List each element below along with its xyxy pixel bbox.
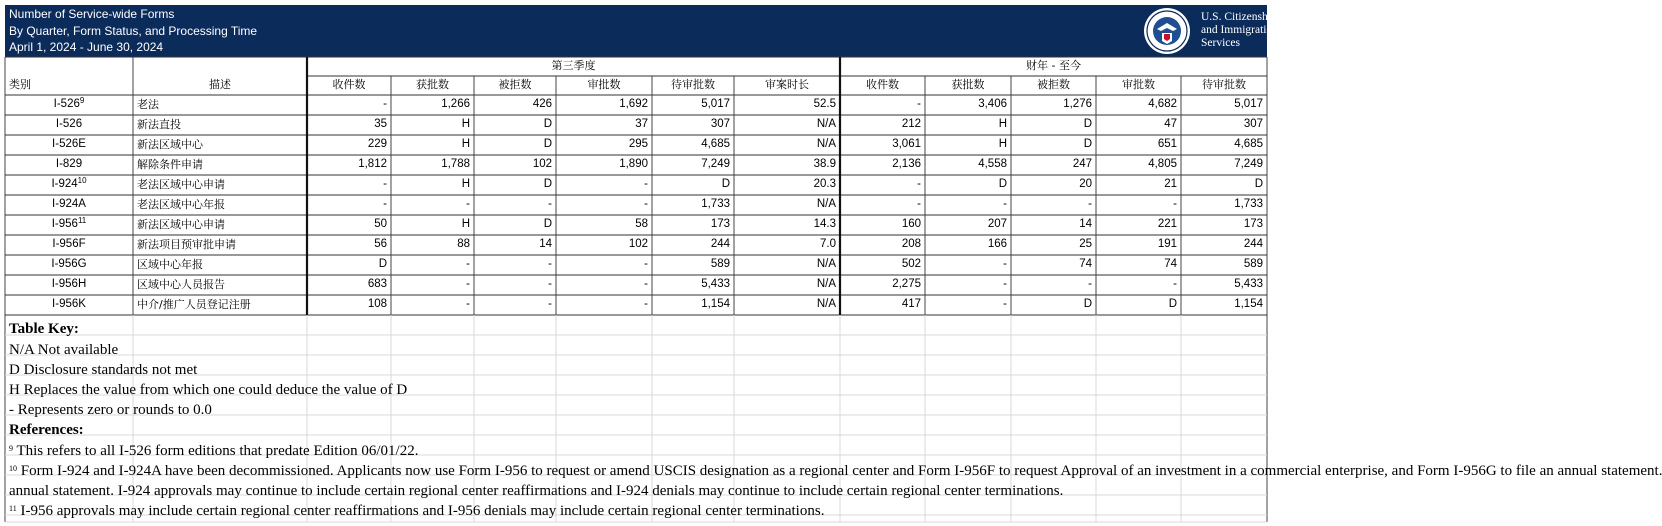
- form-number: I-924: [51, 178, 78, 190]
- q3-value: -: [548, 198, 552, 210]
- q3-value: 1,890: [619, 158, 648, 170]
- fytd-value: 2,136: [892, 158, 921, 170]
- q3-value: 307: [710, 118, 730, 130]
- footnote-marker: 9: [79, 96, 85, 105]
- form-number: I-526: [53, 98, 80, 110]
- q3-value: -: [466, 298, 470, 310]
- fytd-value: 247: [1072, 158, 1092, 170]
- q3-value: N/A: [816, 138, 836, 150]
- fytd-value: 21: [1164, 178, 1177, 190]
- q3-value: 1,692: [619, 98, 648, 110]
- row-description: 新法项目预审批申请: [137, 238, 236, 251]
- q3-value: 5,017: [701, 98, 730, 110]
- q3-value: -: [548, 298, 552, 310]
- q3-value: -: [383, 178, 387, 190]
- q3-value: D: [543, 218, 552, 230]
- q3-value: D: [543, 178, 552, 190]
- q3-value: D: [543, 118, 552, 130]
- table-key-heading: Table Key:: [9, 321, 79, 337]
- row-category: [5, 157, 133, 171]
- q3-value: -: [466, 278, 470, 290]
- q3-value: 7,249: [701, 158, 730, 170]
- fytd-value: D: [1083, 298, 1092, 310]
- group-header-fytd: 财年 - 至今: [1026, 59, 1081, 72]
- q3-value: H: [461, 218, 470, 230]
- fytd-value: 166: [987, 238, 1007, 250]
- row-description: 老法区域中心年报: [137, 198, 225, 211]
- fytd-value: 1,154: [1234, 298, 1263, 310]
- fytd-value: 20: [1079, 178, 1092, 190]
- fytd-value: -: [1003, 198, 1007, 210]
- fytd-value: -: [917, 98, 921, 110]
- row-description: 新法区域中心申请: [137, 218, 225, 231]
- col-header-fytd: 收件数: [866, 78, 899, 91]
- q3-value: 38.9: [813, 158, 836, 170]
- q3-value: 426: [532, 98, 552, 110]
- q3-value: 37: [635, 118, 648, 130]
- q3-value: 20.3: [813, 178, 836, 190]
- fytd-value: -: [917, 198, 921, 210]
- q3-value: 4,685: [701, 138, 730, 150]
- fytd-value: 3,406: [978, 98, 1007, 110]
- fytd-value: 191: [1157, 238, 1177, 250]
- fytd-value: 244: [1243, 238, 1263, 250]
- fytd-value: 4,685: [1234, 138, 1263, 150]
- group-header-q3: 第三季度: [551, 59, 596, 72]
- q3-value: -: [644, 198, 648, 210]
- agency-name: U.S. Citizenship and Immigration Services: [1201, 11, 1278, 49]
- fytd-value: 4,805: [1148, 158, 1177, 170]
- form-number: I-829: [55, 158, 83, 170]
- row-description: 解除条件申请: [137, 158, 203, 171]
- q3-value: 244: [710, 238, 730, 250]
- q3-value: 108: [367, 298, 387, 310]
- q3-value: N/A: [816, 298, 836, 310]
- fytd-value: 208: [901, 238, 921, 250]
- q3-value: D: [721, 178, 730, 190]
- fytd-value: -: [1003, 258, 1007, 270]
- fytd-value: 4,682: [1148, 98, 1177, 110]
- reference-note-10: $^{10}$ Form I-924 and I-924A have been decommissioned. Applicants now use Form I-956 to request or amend USCIS designation as a regional center and Form I-956F to request Approval of an investment in a commercial enterprise, and Form I-956G to file an annual statement.: [9, 463, 1662, 479]
- header-subtitle: By Quarter, Form Status, and Processing Time: [9, 24, 258, 38]
- q3-value: N/A: [816, 278, 836, 290]
- q3-value: 50: [374, 218, 387, 230]
- row-description: 区域中心年报: [137, 258, 203, 271]
- fytd-value: D: [1254, 178, 1263, 190]
- fytd-value: 651: [1157, 138, 1177, 150]
- fytd-value: -: [1003, 278, 1007, 290]
- footnote-marker: 11: [77, 216, 87, 225]
- q3-value: 14: [539, 238, 552, 250]
- q3-value: N/A: [816, 118, 836, 130]
- col-header-q3: 获批数: [416, 78, 449, 91]
- fytd-value: 14: [1079, 218, 1092, 230]
- fytd-value: -: [1088, 278, 1092, 290]
- col-header-q3: 被拒数: [498, 78, 532, 91]
- row-description: 新法区域中心: [137, 138, 203, 151]
- q3-value: 1,788: [441, 158, 470, 170]
- q3-value: 683: [367, 278, 387, 290]
- q3-value: D: [543, 138, 552, 150]
- row-category: [5, 237, 133, 251]
- key-dash: - Represents zero or rounds to 0.0: [9, 402, 212, 418]
- fytd-value: 4,558: [978, 158, 1007, 170]
- col-header-fytd: 审批数: [1122, 78, 1155, 91]
- q3-value: -: [548, 258, 552, 270]
- fytd-value: 7,249: [1234, 158, 1263, 170]
- row-description: 新法直投: [137, 118, 181, 131]
- form-number: I-956F: [52, 238, 86, 250]
- q3-value: -: [383, 198, 387, 210]
- form-number: I-956: [51, 218, 78, 230]
- fytd-value: 502: [901, 258, 921, 270]
- fytd-value: -: [917, 178, 921, 190]
- row-category: [5, 117, 133, 131]
- col-header-fytd: 获批数: [951, 78, 985, 91]
- q3-value: H: [461, 118, 470, 130]
- q3-value: 1,812: [358, 158, 387, 170]
- col-header-q3: 审案时长: [765, 78, 809, 91]
- q3-value: 56: [374, 238, 387, 250]
- key-d: D Disclosure standards not met: [9, 362, 198, 378]
- row-description: 老法: [137, 98, 159, 111]
- form-number: I-956G: [51, 258, 87, 270]
- fytd-value: 47: [1164, 118, 1177, 130]
- row-category: [5, 97, 133, 111]
- form-number: I-526: [55, 118, 83, 130]
- q3-value: -: [383, 98, 387, 110]
- references-heading: References:: [9, 422, 84, 438]
- q3-value: -: [644, 298, 648, 310]
- row-category: [5, 217, 133, 231]
- row-description: 中介/推广人员登记注册: [137, 298, 251, 311]
- q3-value: 229: [367, 138, 387, 150]
- fytd-value: H: [998, 118, 1007, 130]
- header-title: Number of Service-wide Forms: [9, 7, 175, 21]
- row-category: [5, 257, 133, 271]
- q3-value: -: [466, 198, 470, 210]
- row-category: [5, 297, 133, 311]
- fytd-value: -: [1173, 198, 1177, 210]
- fytd-value: 25: [1079, 238, 1092, 250]
- q3-value: 52.5: [813, 98, 836, 110]
- fytd-value: 207: [987, 218, 1007, 230]
- q3-value: N/A: [816, 198, 836, 210]
- fytd-value: 221: [1157, 218, 1177, 230]
- fytd-value: H: [998, 138, 1007, 150]
- form-number: I-526E: [52, 138, 86, 150]
- reference-note-9: $^9$ This refers to all I-526 form editions that predate Edition 06/01/22.: [9, 443, 419, 459]
- fytd-value: 5,017: [1234, 98, 1263, 110]
- fytd-value: 589: [1243, 258, 1263, 270]
- q3-value: 58: [635, 218, 648, 230]
- row-category: [5, 197, 133, 211]
- fytd-value: 417: [901, 298, 921, 310]
- footnote-marker: 10: [77, 176, 87, 185]
- q3-value: 1,733: [701, 198, 730, 210]
- fytd-value: 212: [901, 118, 921, 130]
- q3-value: 88: [457, 238, 470, 250]
- q3-value: 295: [628, 138, 648, 150]
- q3-value: H: [461, 138, 470, 150]
- fytd-value: 307: [1243, 118, 1263, 130]
- col-header-fytd: 被拒数: [1037, 78, 1070, 91]
- q3-value: -: [644, 258, 648, 270]
- q3-value: 173: [710, 218, 730, 230]
- row-category: [5, 137, 133, 151]
- q3-value: H: [461, 178, 470, 190]
- row-description: 老法区域中心申请: [137, 178, 225, 191]
- reference-note-11: $^{11}$ I-956 approvals may include certain regional center reaffirmations and I-956 denials may include certain regional center terminations.: [9, 503, 825, 519]
- form-number: I-924A: [52, 198, 86, 210]
- fytd-value: -: [1003, 298, 1007, 310]
- q3-value: 7.0: [820, 238, 836, 250]
- q3-value: -: [548, 278, 552, 290]
- fytd-value: D: [1083, 138, 1092, 150]
- q3-value: 1,154: [701, 298, 730, 310]
- fytd-value: 3,061: [892, 138, 921, 150]
- col-header-category: 类别: [9, 78, 31, 91]
- q3-value: N/A: [816, 258, 836, 270]
- key-na: N/A Not available: [9, 342, 119, 358]
- fytd-value: 1,276: [1063, 98, 1092, 110]
- q3-value: -: [644, 178, 648, 190]
- fytd-value: 1,733: [1234, 198, 1263, 210]
- fytd-value: D: [998, 178, 1007, 190]
- col-header-q3: 审批数: [587, 78, 621, 91]
- form-number: I-956K: [52, 298, 86, 310]
- col-header-q3: 收件数: [332, 78, 366, 91]
- fytd-value: 2,275: [892, 278, 921, 290]
- fytd-value: -: [1088, 198, 1092, 210]
- form-number: I-956H: [51, 278, 87, 290]
- col-header-q3: 待审批数: [671, 78, 715, 91]
- row-category: [5, 177, 133, 191]
- col-header-description: 描述: [209, 78, 231, 91]
- fytd-value: 160: [901, 218, 921, 230]
- fytd-value: 74: [1164, 258, 1177, 270]
- key-h: H Replaces the value from which one could deduce the value of D: [9, 382, 408, 398]
- q3-value: 35: [374, 118, 387, 130]
- row-category: [5, 277, 133, 291]
- fytd-value: -: [1173, 278, 1177, 290]
- q3-value: 102: [532, 158, 552, 170]
- reference-note-10-continued: annual statement. I-924 approvals may continue to include certain regional center reaffirmations and I-924 denials may continue to include certain regional center terminations.: [9, 483, 1064, 499]
- row-description: 区域中心人员报告: [137, 278, 225, 291]
- fytd-value: D: [1083, 118, 1092, 130]
- fytd-value: 5,433: [1234, 278, 1263, 290]
- q3-value: 102: [628, 238, 648, 250]
- fytd-value: 173: [1243, 218, 1263, 230]
- q3-value: 589: [710, 258, 730, 270]
- q3-value: -: [644, 278, 648, 290]
- q3-value: 1,266: [441, 98, 470, 110]
- header-date-range: April 1, 2024 - June 30, 2024: [9, 40, 164, 54]
- col-header-fytd: 待审批数: [1202, 78, 1246, 91]
- q3-value: -: [466, 258, 470, 270]
- fytd-value: D: [1168, 298, 1177, 310]
- fytd-value: 74: [1079, 258, 1092, 270]
- q3-value: 5,433: [701, 278, 730, 290]
- q3-value: D: [378, 258, 387, 270]
- q3-value: 14.3: [813, 218, 836, 230]
